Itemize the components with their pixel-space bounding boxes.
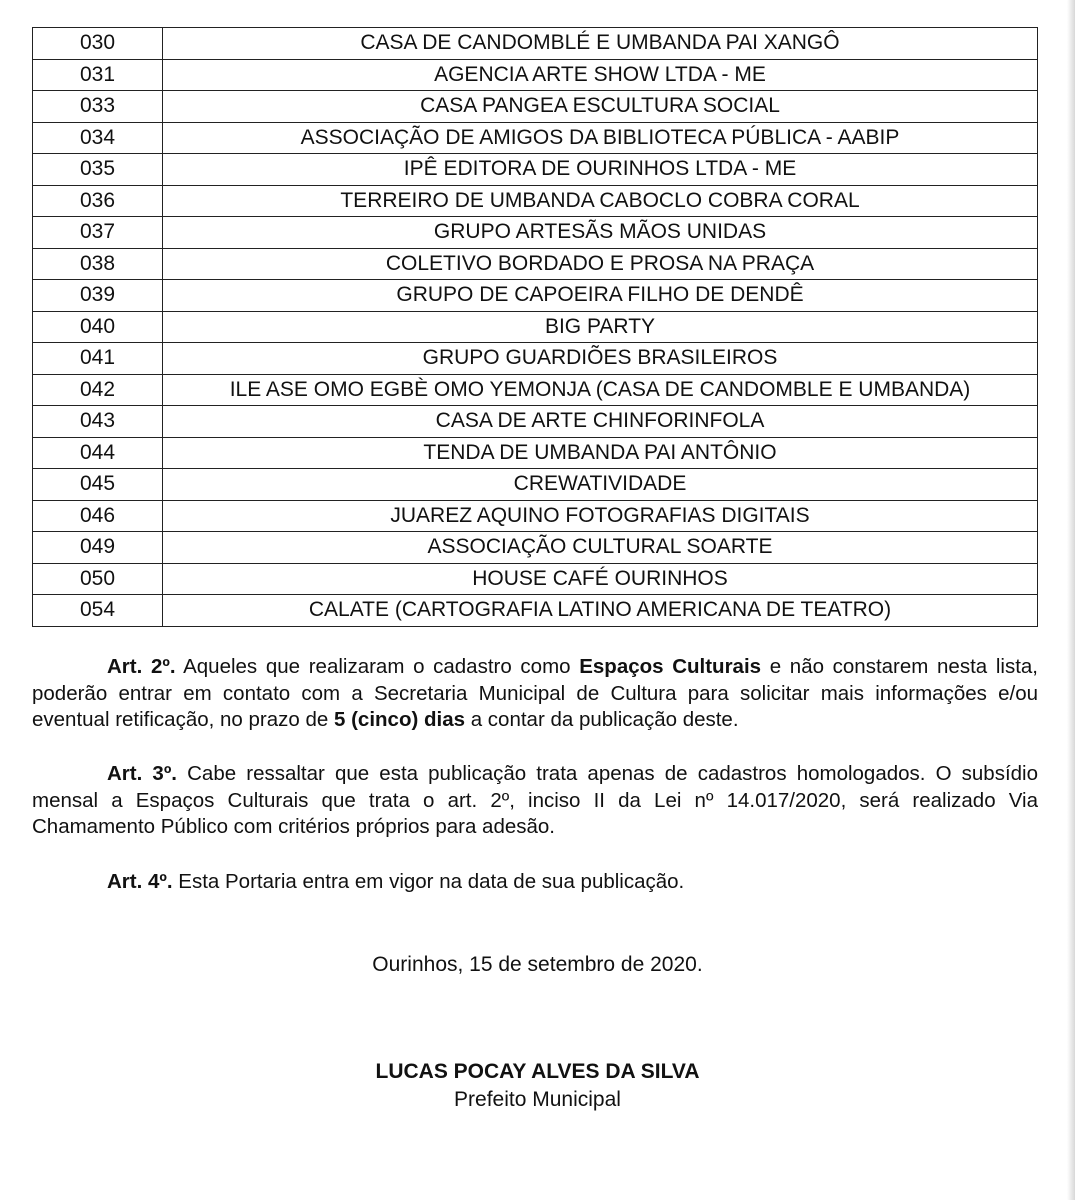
row-name: TENDA DE UMBANDA PAI ANTÔNIO: [163, 437, 1038, 469]
row-number: 030: [33, 28, 163, 60]
document-date: Ourinhos, 15 de setembro de 2020.: [372, 953, 703, 976]
row-name: GRUPO GUARDIÕES BRASILEIROS: [163, 343, 1038, 375]
article-3-label: Art. 3º.: [107, 762, 178, 785]
row-number: 039: [33, 280, 163, 312]
table-row: [33, 217, 1038, 249]
table-row: [33, 248, 1038, 280]
row-name: ASSOCIAÇÃO DE AMIGOS DA BIBLIOTECA PÚBLICA - AABIP: [163, 122, 1038, 154]
row-name: CASA DE ARTE CHINFORINFOLA: [163, 406, 1038, 438]
row-name: GRUPO DE CAPOEIRA FILHO DE DENDÊ: [163, 280, 1038, 312]
article-4-label: Art. 4º.: [107, 870, 173, 893]
row-number: 046: [33, 500, 163, 532]
article-2-bold-a: Espaços Culturais: [579, 655, 762, 678]
row-name: ILE ASE OMO EGBÈ OMO YEMONJA (CASA DE CANDOMBLE E UMBANDA): [163, 374, 1038, 406]
table-row: [33, 122, 1038, 154]
table-row: [33, 59, 1038, 91]
page-edge-shadow: [1067, 0, 1075, 1200]
row-name: COLETIVO BORDADO E PROSA NA PRAÇA: [163, 248, 1038, 280]
row-number: 049: [33, 532, 163, 564]
row-name: IPÊ EDITORA DE OURINHOS LTDA - ME: [163, 154, 1038, 186]
row-number: 041: [33, 343, 163, 375]
table-row: [33, 185, 1038, 217]
row-name: HOUSE CAFÉ OURINHOS: [163, 563, 1038, 595]
row-name: CASA PANGEA ESCULTURA SOCIAL: [163, 91, 1038, 123]
row-name: BIG PARTY: [163, 311, 1038, 343]
article-3-paragraph: [32, 761, 1038, 841]
table-row: [33, 154, 1038, 186]
row-number: 050: [33, 563, 163, 595]
row-number: 031: [33, 59, 163, 91]
article-2-paragraph: [32, 654, 1038, 734]
row-name: ASSOCIAÇÃO CULTURAL SOARTE: [163, 532, 1038, 564]
row-number: 044: [33, 437, 163, 469]
row-name: JUAREZ AQUINO FOTOGRAFIAS DIGITAIS: [163, 500, 1038, 532]
article-2-text-c: a contar da publicação deste.: [465, 708, 739, 731]
row-number: 035: [33, 154, 163, 186]
row-number: 045: [33, 469, 163, 501]
table-row: [33, 437, 1038, 469]
row-name: CREWATIVIDADE: [163, 469, 1038, 501]
article-2-text-b: e não constarem nesta lista, poderão entrar em contato com a Secretaria Municipal de Cultura para solicitar mais informações e/ou eventual retificação, no prazo de: [32, 655, 1038, 731]
table-row: [33, 343, 1038, 375]
row-number: 038: [33, 248, 163, 280]
table-row: [33, 532, 1038, 564]
article-2-text-a: Aqueles que realizaram o cadastro como: [175, 655, 580, 678]
table-row: [33, 91, 1038, 123]
table-row: [33, 500, 1038, 532]
row-name: TERREIRO DE UMBANDA CABOCLO COBRA CORAL: [163, 185, 1038, 217]
row-number: 040: [33, 311, 163, 343]
article-4-text: Esta Portaria entra em vigor na data de sua publicação.: [172, 870, 685, 893]
table-row: [33, 595, 1038, 627]
row-number: 037: [33, 217, 163, 249]
table-row: [33, 280, 1038, 312]
row-number: 034: [33, 122, 163, 154]
article-2-label: Art. 2º.: [107, 655, 176, 678]
row-number: 054: [33, 595, 163, 627]
row-number: 043: [33, 406, 163, 438]
table-row: [33, 563, 1038, 595]
row-name: AGENCIA ARTE SHOW LTDA - ME: [163, 59, 1038, 91]
table-row: [33, 311, 1038, 343]
article-4-paragraph: [32, 869, 1038, 896]
table-row: [33, 28, 1038, 60]
table-row: [33, 374, 1038, 406]
registrations-table: [32, 27, 1038, 627]
row-number: 033: [33, 91, 163, 123]
registrations-table-body: [33, 28, 1038, 627]
row-name: CASA DE CANDOMBLÉ E UMBANDA PAI XANGÔ: [163, 28, 1038, 60]
signatory-role: Prefeito Municipal: [454, 1088, 621, 1111]
row-name: GRUPO ARTESÃS MÃOS UNIDAS: [163, 217, 1038, 249]
signatory-name: LUCAS POCAY ALVES DA SILVA: [375, 1060, 700, 1083]
row-name: CALATE (CARTOGRAFIA LATINO AMERICANA DE TEATRO): [163, 595, 1038, 627]
row-number: 036: [33, 185, 163, 217]
article-2-bold-b: 5 (cinco) dias: [334, 708, 466, 731]
table-row: [33, 469, 1038, 501]
row-number: 042: [33, 374, 163, 406]
table-row: [33, 406, 1038, 438]
article-3-text: Cabe ressaltar que esta publicação trata apenas de cadastros homologados. O subsídio mensal a Espaços Culturais que trata o art. 2º, inciso II da Lei nº 14.017/2020, será realizado Via Chamamento Público com critérios próprios para adesão.: [32, 762, 1039, 838]
